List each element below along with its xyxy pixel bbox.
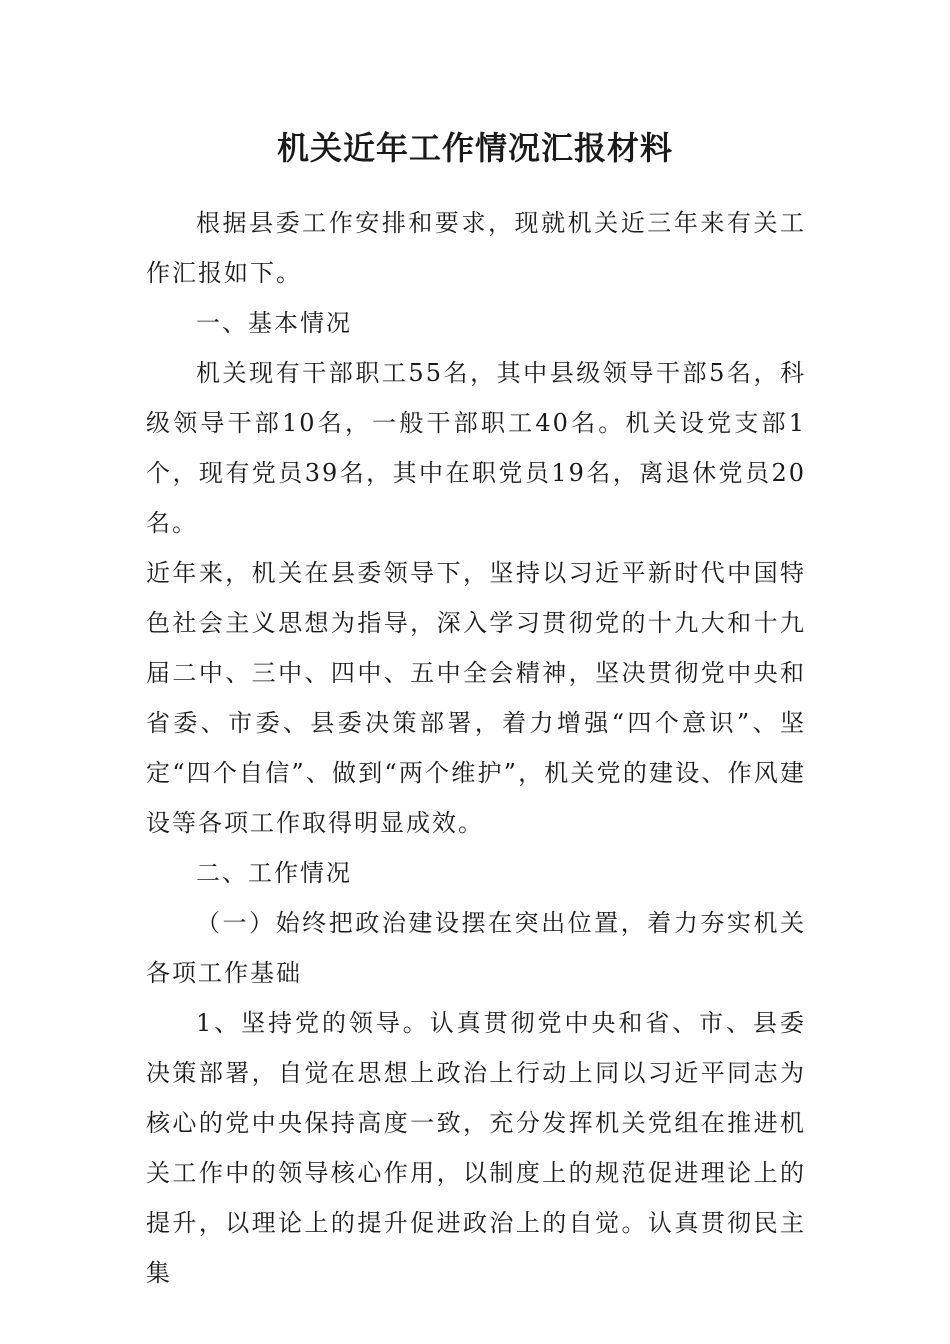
paragraph-recent-years: 近年来，机关在县委领导下，坚持以习近平新时代中国特色社会主义思想为指导，深入学习贯彻党的十九大和十九届二中、三中、四中、五中全会精神，坚决贯彻党中央和省委、市委、县委决策部署，着力增强“四个意识”、坚定“四个自信”、做到“两个维护”，机关党的建设、作风建设等各项工作取得明显成效。 <box>146 559 806 837</box>
document-body <box>146 198 806 1298</box>
subheading-political-building: （一）始终把政治建设摆在突出位置，着力夯实机关各项工作基础 <box>146 909 806 987</box>
paragraph-party-leadership: 1、坚持党的领导。认真贯彻党中央和省、市、县委决策部署，自觉在思想上政治上行动上同以习近平同志为核心的党中央保持高度一致，充分发挥机关党组在推进机关工作中的领导核心作用，以制度上的规范促进理论上的提升，以理论上的提升促进政治上的自觉。认真贯彻民主集 <box>146 1009 806 1287</box>
heading-basic-situation: 一、基本情况 <box>196 309 352 337</box>
paragraph-staff-numbers: 机关现有干部职工55名，其中县级领导干部5名，科级领导干部10名，一般干部职工40名。机关设党支部1个，现有党员39名，其中在职党员19名，离退休党员20名。 <box>146 359 806 537</box>
paragraph-intro: 根据县委工作安排和要求，现就机关近三年来有关工作汇报如下。 <box>146 209 806 287</box>
document-title: 机关近年工作情况汇报材料 <box>276 129 673 167</box>
heading-work-situation: 二、工作情况 <box>196 859 352 887</box>
